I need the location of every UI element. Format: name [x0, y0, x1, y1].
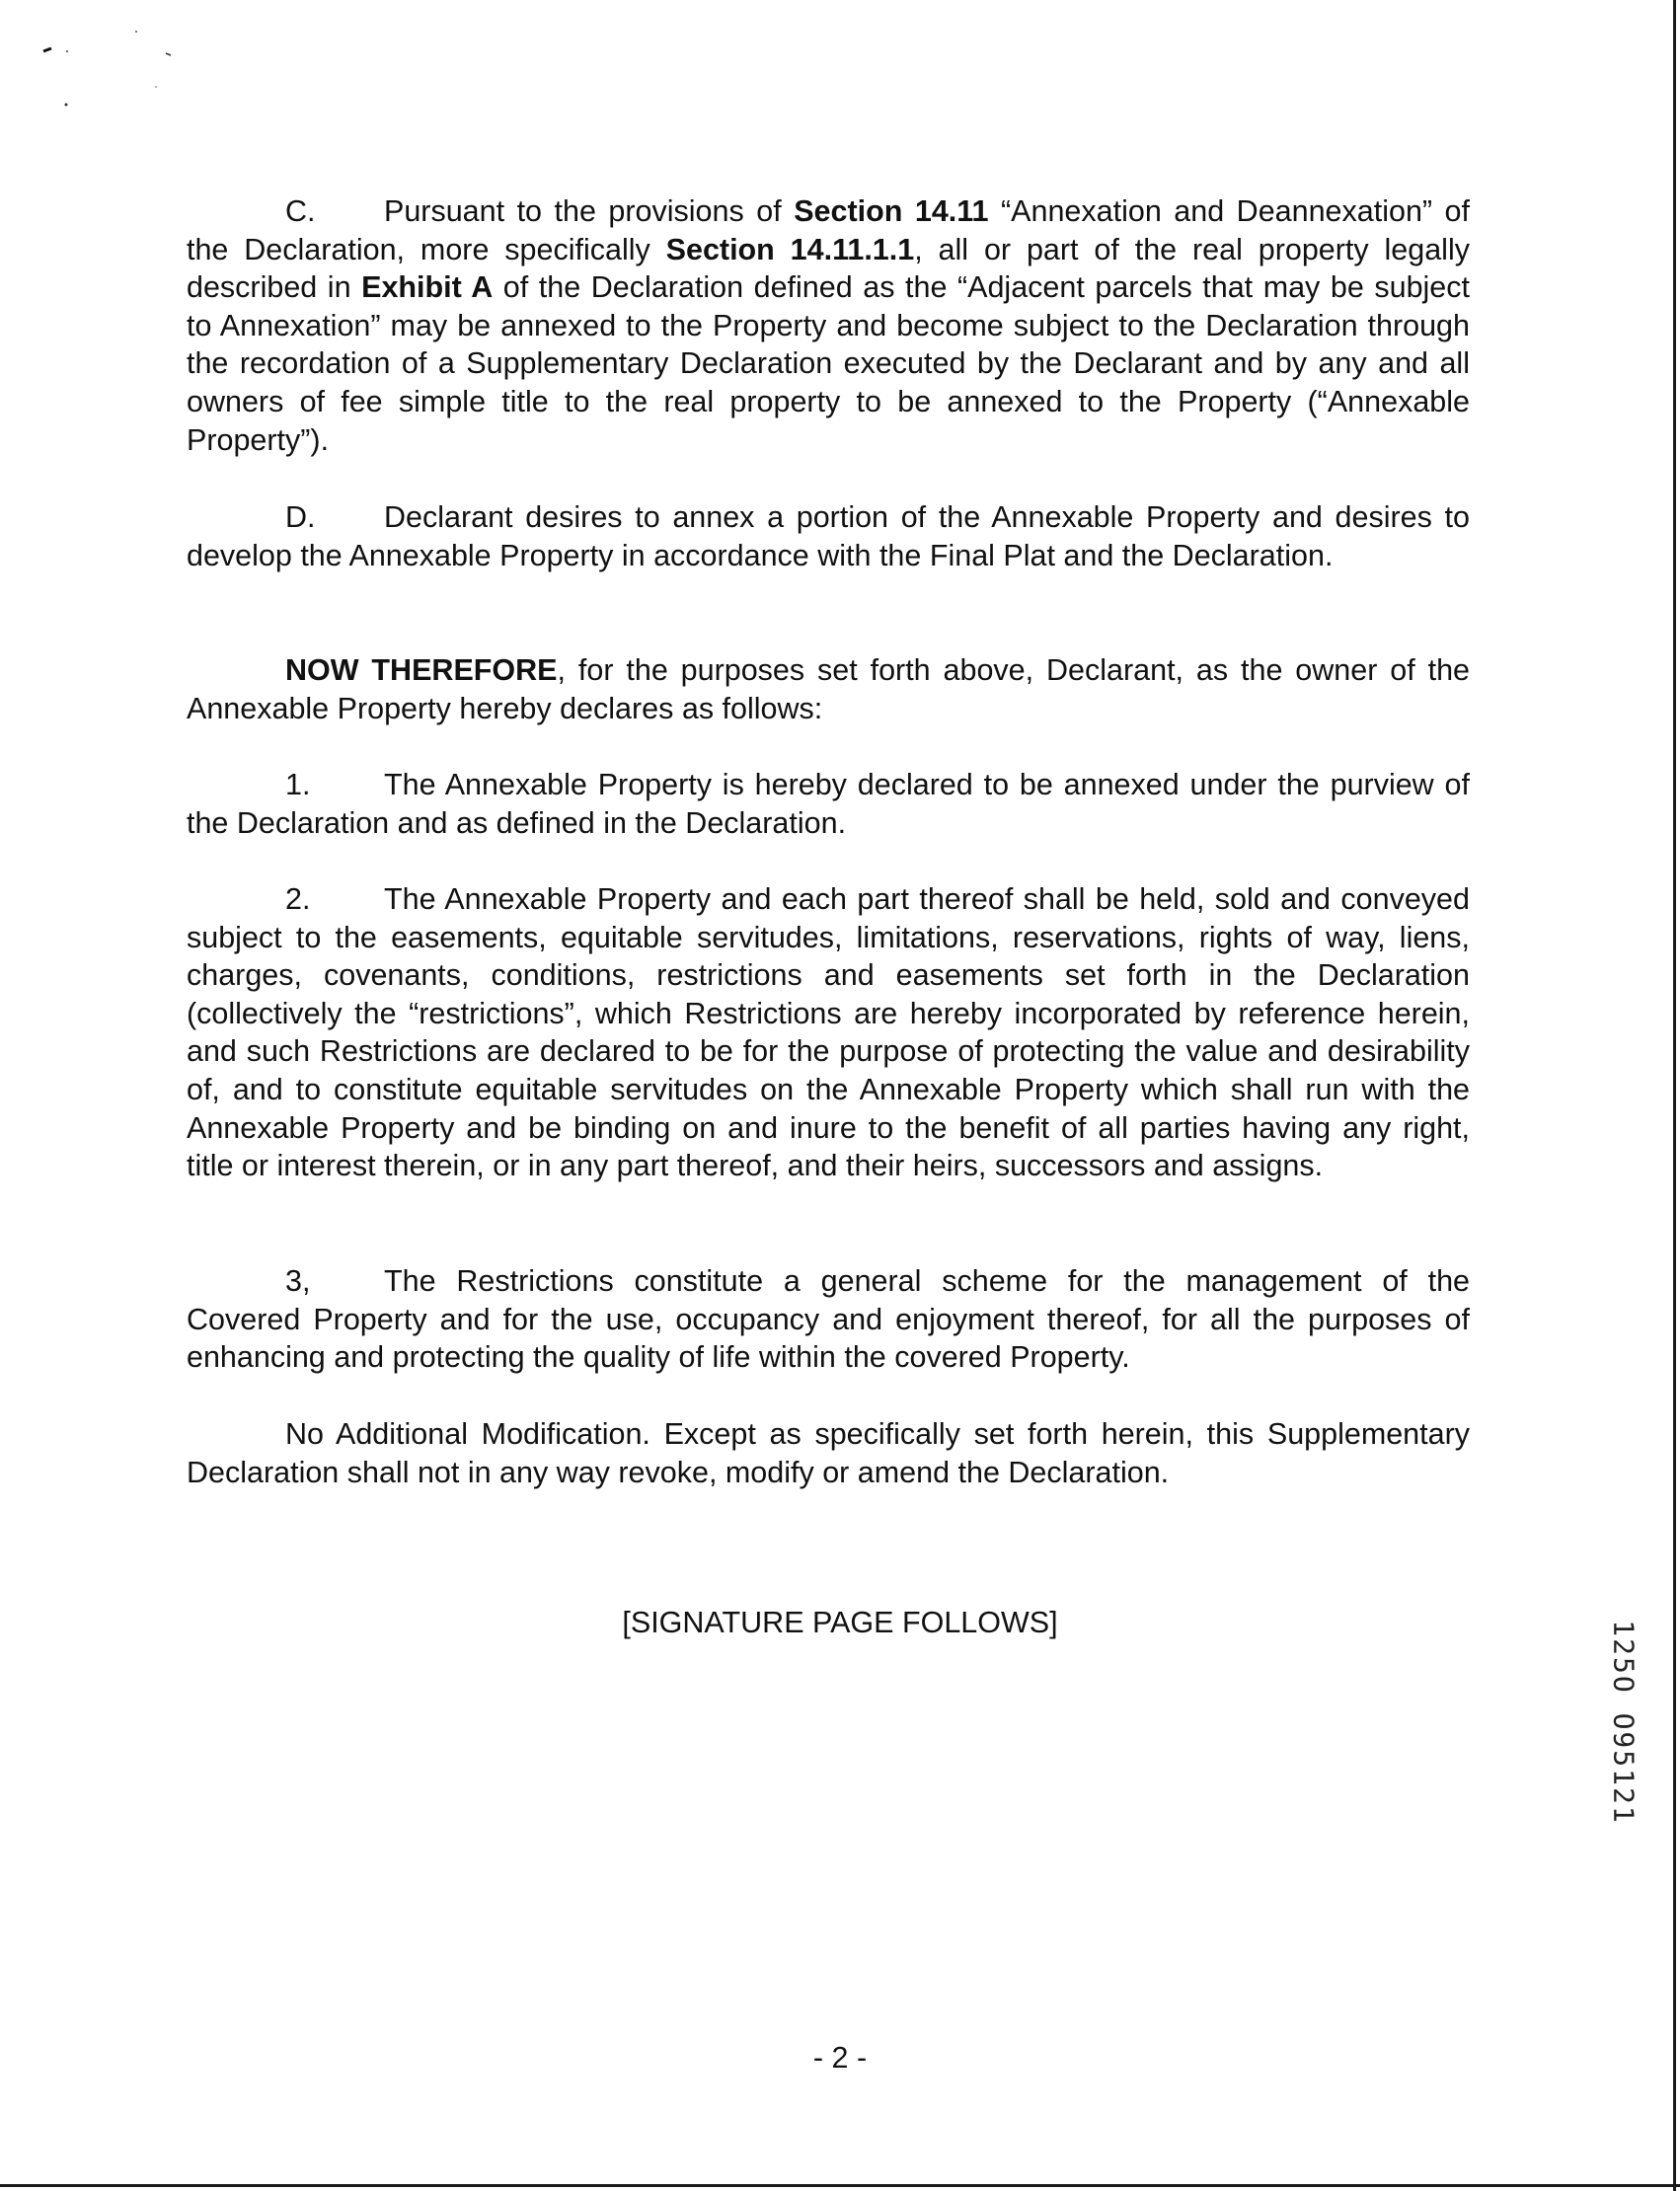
paragraph-1	[187, 766, 1470, 842]
paragraph-2-text: The Annexable Property and each part thereof shall be held, sold and conveyed subject to the easements, equitable servitudes, limitations, reservations, rights of way, liens, charges, covenants, conditions, restrictions and easements set forth in the Declaration (collectively the “restrictions”, which Restrictions are hereby incorporated by reference herein, and such Restrictions are declared to be for the purpose of protecting the value and desirability of, and to constitute equitable servitudes on the Annexable Property which shall run with the Annexable Property and be binding on and inure to the benefit of all parties having any right, title or interest therein, or in any part thereof, and their heirs, successors and assigns.	[187, 882, 1470, 1183]
paragraph-d	[187, 498, 1470, 574]
paragraph-1-text: The Annexable Property is hereby declared to be annexed under the purview of the Declaration and as defined in the Declaration.	[187, 768, 1470, 840]
page-number: - 2 -	[812, 2041, 868, 2075]
exhibit-reference: Exhibit A	[361, 270, 494, 305]
paragraph-d-label: D.	[285, 500, 316, 534]
paragraph-c-text: , all or part of the real property legally described in	[187, 232, 1470, 305]
page-edge-right	[1673, 0, 1676, 2191]
now-therefore-heading: NOW THEREFORE	[285, 653, 558, 687]
paragraph-c-text: of the Declaration defined as the “Adjacent parcels that may be subject to Annexation” may be annexed to the Property and become subject to the Declaration through the recordation of a Supplementary Declaration executed by the Declarant and by any and all owners of fee simple title to the real property to be annexed to the Property (“Annexable Property”).	[187, 270, 1470, 457]
paragraph-c-text: Pursuant to the provisions of	[384, 194, 795, 228]
paragraph-now-therefore	[187, 651, 1470, 727]
recording-stamp	[1604, 1589, 1643, 1855]
section-reference: Section 14.11	[794, 194, 989, 228]
paragraph-c	[187, 192, 1470, 459]
paragraph-3-text: The Restrictions constitute a general scheme for the management of the Covered Property and for the use, occupancy and enjoyment thereof, for all the purposes of enhancing and protecting the quality of life within the covered Property.	[187, 1264, 1470, 1375]
scan-specks	[39, 30, 188, 118]
no-modification-text: No Additional Modification. Except as specifically set forth herein, this Supplementary Declaration shall not in any way revoke, modify or amend the Declaration.	[187, 1417, 1470, 1489]
paragraph-2-label: 2.	[285, 882, 311, 916]
section-reference: Section 14.11.1.1	[665, 232, 915, 266]
page-edge-bottom	[0, 2184, 1680, 2187]
signature-page-follows: [SIGNATURE PAGE FOLLOWS]	[622, 1606, 1058, 1639]
recording-number: 125O O95121	[1607, 1620, 1641, 1825]
paragraph-2	[187, 880, 1470, 1185]
paragraph-1-label: 1.	[285, 768, 311, 801]
paragraph-c-label: C.	[285, 194, 316, 228]
paragraph-no-additional-modification	[187, 1415, 1470, 1491]
paragraph-3	[187, 1262, 1470, 1377]
now-therefore-text: , for the purposes set forth above, Declarant, as the owner of the Annexable Property hereby declares as follows:	[187, 653, 1470, 725]
paragraph-c-text: “Annexation and Deannexation” of the Declaration, more specifically	[187, 194, 1470, 266]
paragraph-3-label: 3,	[285, 1264, 311, 1298]
paragraph-d-text: Declarant desires to annex a portion of the Annexable Property and desires to develop the Annexable Property in accordance with the Final Plat and the Declaration.	[187, 500, 1470, 572]
